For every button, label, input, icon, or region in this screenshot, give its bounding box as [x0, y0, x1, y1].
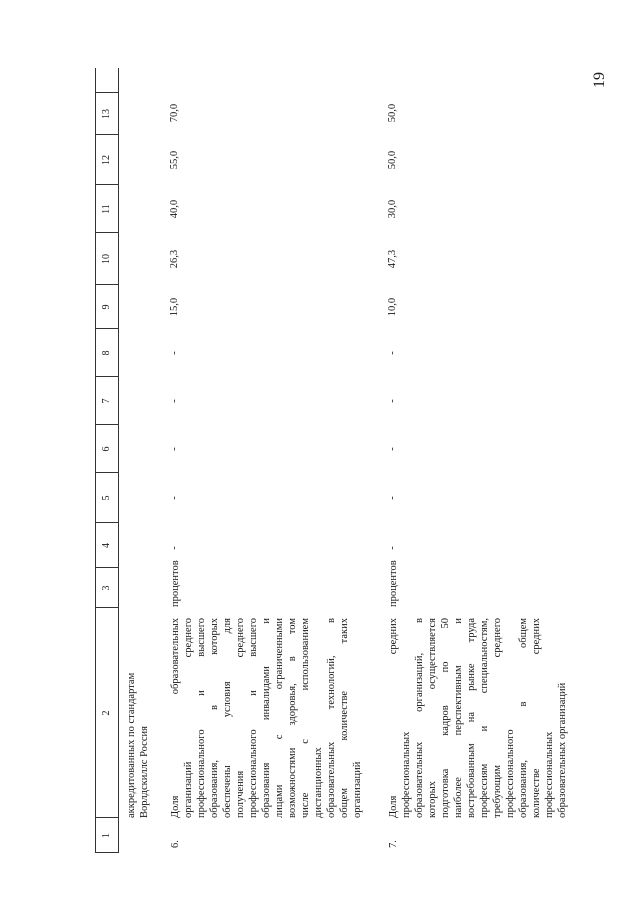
cell-value: 50,0 [387, 150, 398, 170]
cell-value: - [387, 496, 398, 500]
cell-value: - [387, 399, 398, 403]
page-number: 19 [591, 72, 608, 88]
row-number: 7. [388, 840, 399, 848]
header-col: 3 [101, 585, 112, 591]
header-col: 13 [101, 109, 112, 119]
cell-value: - [387, 447, 398, 451]
carry-over-text: аккредитованных по стандартам Ворлдскиллс Россия [126, 672, 150, 818]
header-col: 6 [101, 446, 112, 452]
cell-value: 50,0 [387, 103, 398, 123]
cell-value: 70,0 [169, 103, 180, 123]
cell-value: 26,3 [169, 249, 180, 269]
indicator-text: Доля средних профессиональных образовательных организаций, в которых осуществляется подготовка кадров по 50 наиболее перспективным и востребованным на рынке труда профессиям и специальностям, требующим среднего профессионального образования, в общем количестве средних профессиональных образовательных организаций [388, 618, 568, 818]
cell-value: 40,0 [169, 199, 180, 219]
table-header-row [95, 68, 119, 853]
cell-value: - [169, 496, 180, 500]
cell-value: 30,0 [387, 199, 398, 219]
header-col: 1 [101, 833, 112, 838]
header-col: 7 [101, 398, 112, 404]
rotated-table [95, 68, 640, 853]
cell-value: - [169, 351, 180, 355]
header-col: 5 [101, 495, 112, 501]
header-col: 4 [101, 543, 112, 548]
cell-value: - [387, 351, 398, 355]
unit-text: процентов [170, 560, 181, 607]
header-col: 2 [101, 710, 112, 716]
header-col: 8 [101, 350, 112, 356]
unit-text: процентов [388, 560, 399, 607]
cell-value: - [387, 546, 398, 550]
cell-value: 47,3 [387, 249, 398, 269]
header-col: 12 [101, 155, 112, 165]
cell-value: - [169, 447, 180, 451]
cell-value: - [169, 399, 180, 403]
cell-value: 15,0 [169, 297, 180, 317]
cell-value: 55,0 [169, 150, 180, 170]
header-col: 11 [101, 204, 112, 214]
cell-value: 10,0 [387, 297, 398, 317]
cell-value: - [169, 546, 180, 550]
header-col: 9 [101, 304, 112, 310]
indicator-text: Доля образовательных организаций среднего профессионального и высшего образования, в которых обеспечены условия для получения среднего профессионального и высшего образования инвалидами и лицами с ограниченными возможностями здоровья, в том числе с использованием дистанционных образовательных технологий, в общем количестве таких организаций [170, 618, 363, 818]
header-col: 10 [101, 254, 112, 264]
row-number: 6. [170, 840, 181, 848]
